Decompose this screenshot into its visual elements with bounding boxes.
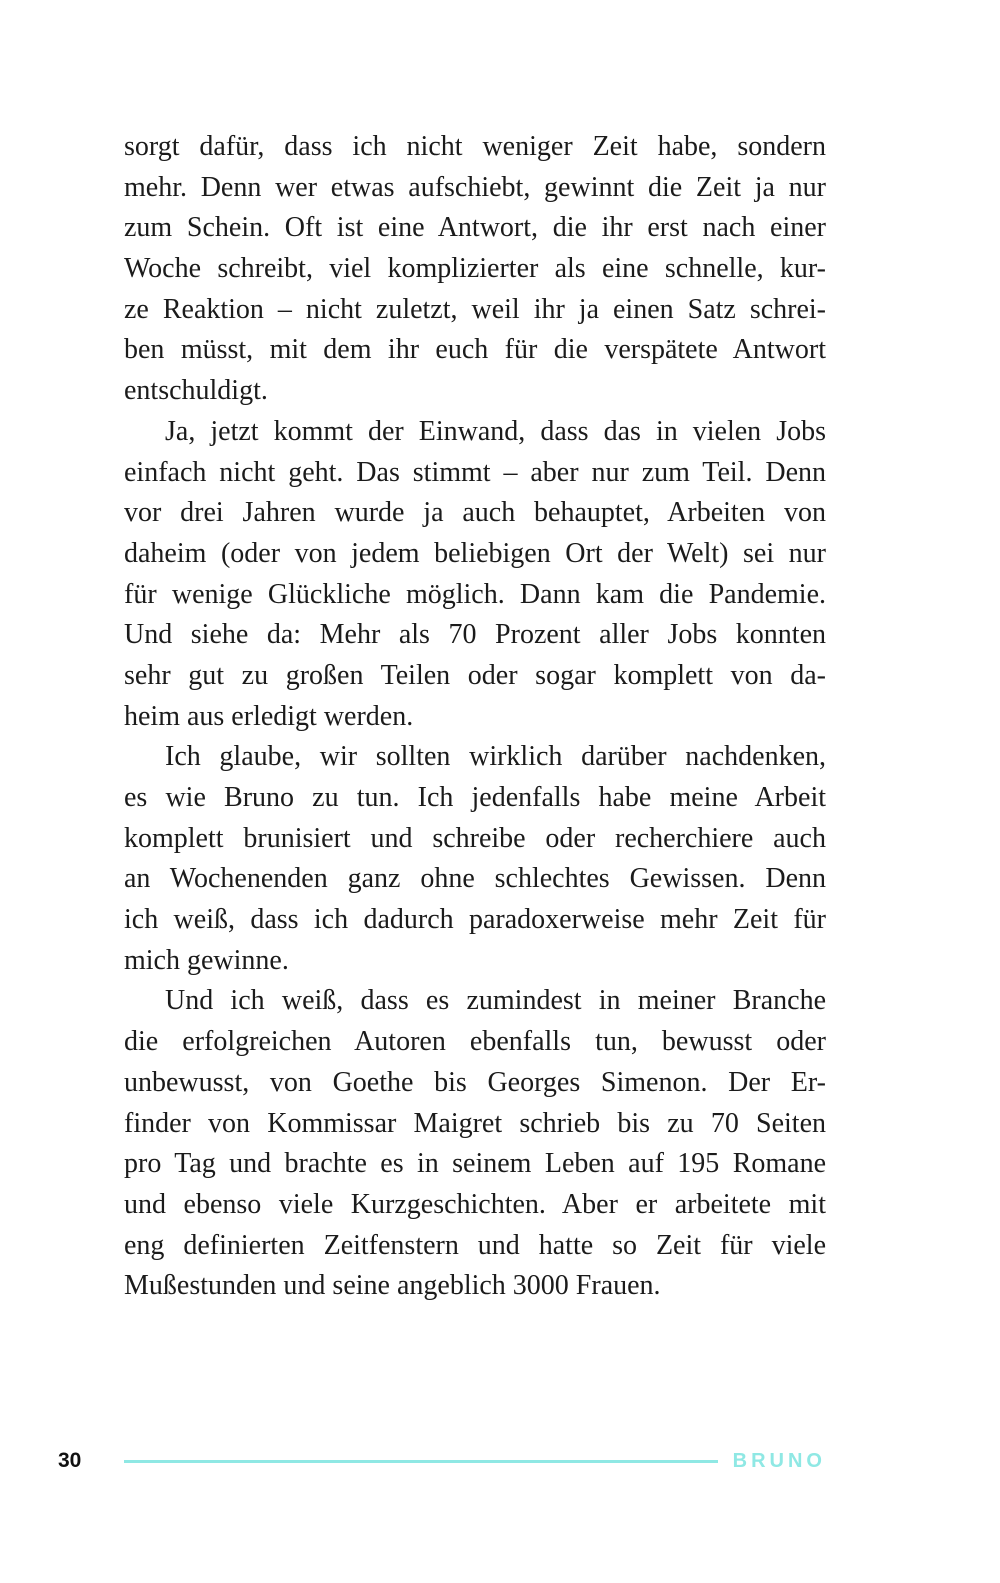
text-line: daheim (oder von jedem beliebigen Ort der Welt) sei nur [124, 537, 826, 569]
text-line: ze Reaktion – nicht zuletzt, weil ihr ja einen Satz schrei- [124, 293, 826, 325]
text-line: mich gewinne. [124, 944, 289, 976]
running-head: BRUNO [732, 1450, 826, 1472]
text-line: einfach nicht geht. Das stimmt – aber nur zum Teil. Denn [124, 456, 826, 488]
text-line: Woche schreibt, viel komplizierter als eine schnelle, kur- [124, 253, 826, 285]
text-line: zum Schein. Oft ist eine Antwort, die ihr erst nach einer [124, 212, 826, 244]
text-line: an Wochenenden ganz ohne schlechtes Gewissen. Denn [124, 863, 826, 895]
text-line: unbewusst, von Goethe bis Georges Simenon. Der Er- [124, 1066, 826, 1098]
text-line: pro Tag und brachte es in seinem Leben auf 195 Romane [124, 1148, 826, 1180]
text-line: Und siehe da: Mehr als 70 Prozent aller Jobs konnten [124, 619, 826, 651]
text-line: sehr gut zu großen Teilen oder sogar komplett von da- [124, 659, 826, 691]
text-line: eng definierten Zeitfenstern und hatte so Zeit für viele [124, 1229, 826, 1261]
text-line: finder von Kommissar Maigret schrieb bis zu 70 Seiten [124, 1107, 826, 1139]
text-line: für wenige Glückliche möglich. Dann kam die Pandemie. [124, 578, 826, 610]
text-line: sorgt dafür, dass ich nicht weniger Zeit habe, sondern [124, 131, 826, 162]
paragraph [124, 412, 826, 738]
paragraph [124, 127, 826, 412]
text-line: mehr. Denn wer etwas aufschiebt, gewinnt die Zeit ja nur [124, 171, 826, 203]
text-line: entschuldigt. [124, 375, 268, 407]
body-text [124, 127, 826, 1307]
text-line: Ja, jetzt kommt der Einwand, dass das in vielen Jobs [165, 415, 826, 447]
page-footer [58, 1444, 826, 1478]
text-line: Ich glaube, wir sollten wirklich darüber nachdenken, [165, 741, 826, 773]
text-line: komplett brunisiert und schreibe oder recherchiere auch [124, 822, 826, 854]
text-line: vor drei Jahren wurde ja auch behauptet, Arbeiten von [124, 497, 826, 529]
page-number: 30 [58, 1449, 82, 1472]
paragraph [124, 737, 826, 981]
footer-rule [124, 1460, 718, 1463]
paragraph [124, 981, 826, 1307]
text-line: und ebenso viele Kurzgeschichten. Aber er arbeitete mit [124, 1188, 826, 1220]
text-line: ben müsst, mit dem ihr euch für die verspätete Antwort [124, 334, 826, 366]
text-line: heim aus erledigt werden. [124, 700, 414, 732]
text-line: Mußestunden und seine angeblich 3000 Frauen. [124, 1270, 661, 1302]
text-line: es wie Bruno zu tun. Ich jedenfalls habe meine Arbeit [124, 782, 826, 813]
text-line: Und ich weiß, dass es zumindest in meiner Branche [165, 985, 826, 1017]
text-line: die erfolgreichen Autoren ebenfalls tun, bewusst oder [124, 1026, 826, 1058]
text-line: ich weiß, dass ich dadurch paradoxerweise mehr Zeit für [124, 904, 826, 936]
